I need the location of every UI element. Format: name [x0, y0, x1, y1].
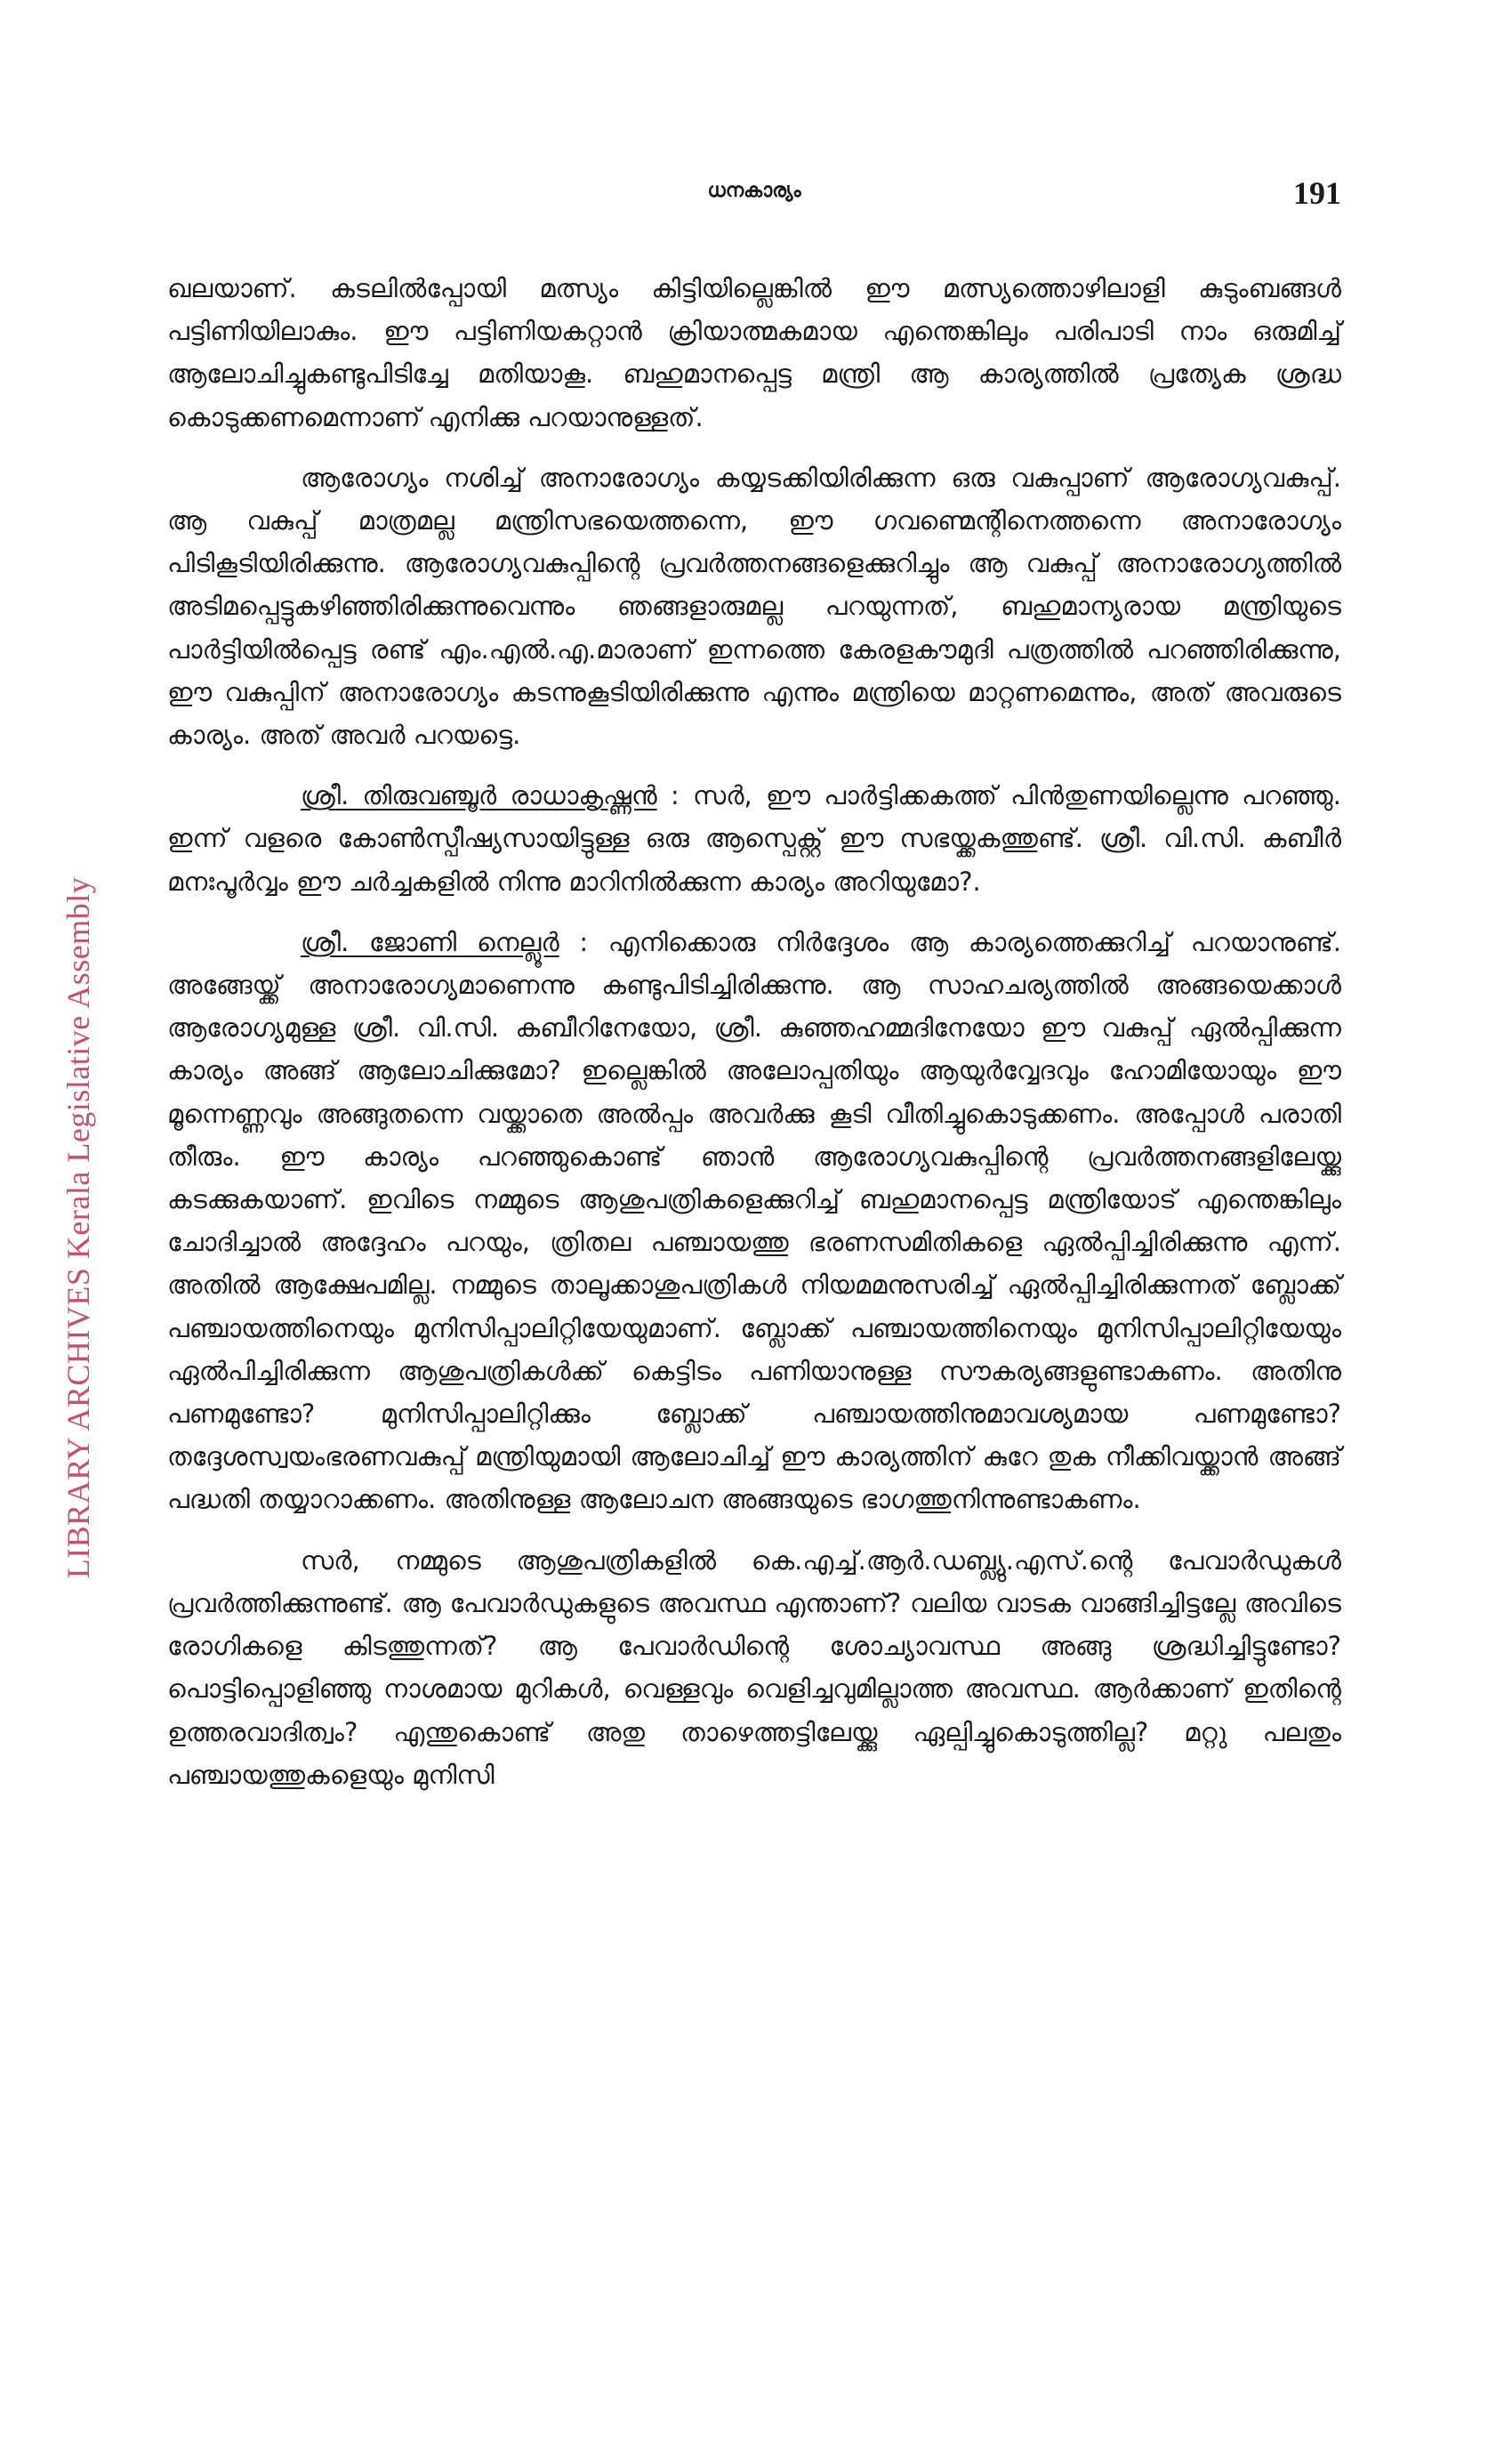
speaker-name: ശ്രീ. ജോണി നെല്ലൂർ — [301, 926, 559, 957]
paragraph-3 — [167, 774, 1341, 903]
paragraph-1 — [167, 267, 1341, 439]
paragraph-text: ഖലയാണ്. കടലിൽപ്പോയി മത്സ്യം കിട്ടിയില്ലെങ്കിൽ ഈ മത്സ്യത്തൊഴിലാളി കുടുംബങ്ങൾ പട്ടിണിയിലാകും. ഈ പട്ടിണിയകറ്റാൻ ക്രിയാത്മകമായ എന്തെങ്കിലും പരിപാടി നാം ഒരുമിച്ച് ആലോചിച്ചുകണ്ടുപിടിച്ചേ മതിയാകൂ. ബഹുമാനപ്പെട്ട മന്ത്രി ആ കാര്യത്തിൽ പ്രത്യേക ശ്രദ്ധ കൊടുക്കണമെന്നാണ് എനിക്കു പറയാനുള്ളത്. — [167, 273, 1341, 432]
archive-watermark: LIBRARY ARCHIVES Kerala Legislative Assembly — [60, 876, 96, 1579]
page-body — [167, 267, 1341, 1814]
page-number: 191 — [1293, 175, 1341, 211]
paragraph-4 — [167, 921, 1341, 1521]
paragraph-5 — [167, 1539, 1341, 1796]
paragraph-text: : എനിക്കൊരു നിർദ്ദേശം ആ കാര്യത്തെക്കുറിച്ച് പറയാനുണ്ട്. അങ്ങേയ്ക്ക് അനാരോഗ്യമാണെന്നു കണ്ടുപിടിച്ചിരിക്കുന്നു. ആ സാഹചര്യത്തിൽ അങ്ങയെക്കാൾ ആരോഗ്യമുള്ള ശ്രീ. വി.സി. കബീറിനേയോ, ശ്രീ. കുഞ്ഞഹമ്മദിനേയോ ഈ വകുപ്പ് ഏൽപ്പിക്കുന്ന കാര്യം അങ്ങ് ആലോചിക്കുമോ? ഇല്ലെങ്കിൽ അലോപ്പതിയും ആയുർവ്വേദവും ഹോമിയോയും ഈ മൂന്നെണ്ണവും അങ്ങുതന്നെ വയ്ക്കാതെ അൽപ്പം അവർക്കു കൂടി വീതിച്ചുകൊടുക്കണം. അപ്പോൾ പരാതി തീരും. ഈ കാര്യം പറഞ്ഞുകൊണ്ട് ഞാൻ ആരോഗ്യവകുപ്പിന്റെ പ്രവർത്തനങ്ങളിലേയ്ക്കു കടക്കുകയാണ്. ഇവിടെ നമ്മുടെ ആശുപത്രികളെക്കുറിച്ച് ബഹുമാനപ്പെട്ട മന്ത്രിയോട് എന്തെങ്കിലും ചോദിച്ചാൽ അദ്ദേഹം പറയും, ത്രിതല പഞ്ചായത്തു ഭരണസമിതികളെ ഏൽപ്പിച്ചിരിക്കുന്നു എന്ന്. അതിൽ ആക്ഷേപമില്ല. നമ്മുടെ താലൂക്കാശുപത്രികൾ നിയമമനുസരിച്ച് ഏൽപ്പിച്ചിരിക്കുന്നത് ബ്ലോക്ക് പഞ്ചായത്തിനെയും മുനിസിപ്പാലിറ്റിയേയുമാണ്. ബ്ലോക്ക് പഞ്ചായത്തിനെയും മുനിസിപ്പാലിറ്റിയേയും ഏൽപിച്ചിരിക്കുന്ന ആശുപത്രികൾക്ക് കെട്ടിടം പണിയാനുള്ള സൗകര്യങ്ങളുണ്ടാകണം. അതിനു പണമുണ്ടോ? മുനിസിപ്പാലിറ്റിക്കും ബ്ലോക്ക് പഞ്ചായത്തിനുമാവശ്യമായ പണമുണ്ടോ? തദ്ദേശസ്വയംഭരണവകുപ്പ് മന്ത്രിയുമായി ആലോചിച്ച് ഈ കാര്യത്തിന് കുറേ തുക നീക്കിവയ്ക്കാൻ അങ്ങ് പദ്ധതി തയ്യാറാക്കണം. അതിനുള്ള ആലോചന അങ്ങയുടെ ഭാഗത്തുനിന്നുണ്ടാകണം. — [167, 926, 1341, 1515]
speaker-name: ശ്രീ. തിരുവഞ്ചൂർ രാധാകൃഷ്ണൻ — [301, 780, 657, 811]
running-head: ധനകാര്യം — [707, 180, 801, 202]
paragraph-text: : സർ, ഈ പാർട്ടിക്കകത്ത് പിൻതുണയില്ലെന്നു പറഞ്ഞു. ഇന്ന് വളരെ കോൺസ്പീഷ്യസായിട്ടുള്ള ഒരു ആസ്പെക്റ്റ് ഈ സഭയ്ക്കകത്തുണ്ട്. ശ്രീ. വി.സി. കബീർ മനഃപൂർവ്വം ഈ ചർച്ചകളിൽ നിന്നു മാറിനിൽക്കുന്ന കാര്യം അറിയുമോ?. — [167, 780, 1341, 897]
paragraph-text: ആരോഗ്യം നശിച്ച് അനാരോഗ്യം കയ്യടക്കിയിരിക്കുന്ന ഒരു വകുപ്പാണ് ആരോഗ്യവകുപ്പ്. ആ വകുപ്പ് മാത്രമല്ല മന്ത്രിസഭയെത്തന്നെ, ഈ ഗവണ്മെന്റിനെത്തന്നെ അനാരോഗ്യം പിടികൂടിയിരിക്കുന്നു. ആരോഗ്യവകുപ്പിന്റെ പ്രവർത്തനങ്ങളെക്കുറിച്ചും ആ വകുപ്പ് അനാരോഗ്യത്തിൽ അടിമപ്പെട്ടുകഴിഞ്ഞിരിക്കുന്നുവെന്നും ഞങ്ങളാരുമല്ല പറയുന്നത്, ബഹുമാന്യരായ മന്ത്രിയുടെ പാർട്ടിയിൽപ്പെട്ട രണ്ട് എം.എൽ.എ.മാരാണ് ഇന്നത്തെ കേരളകൗമുദി പത്രത്തിൽ പറഞ്ഞിരിക്കുന്നു, ഈ വകുപ്പിന് അനാരോഗ്യം കടന്നുകൂടിയിരിക്കുന്നു എന്നും മന്ത്രിയെ മാറ്റണമെന്നും, അത് അവരുടെ കാര്യം. അത് അവർ പറയട്ടെ. — [167, 462, 1341, 751]
paragraph-text: സർ, നമ്മുടെ ആശുപത്രികളിൽ കെ.എച്ച്.ആർ.ഡബ്ല്യു.എസ്.ന്റെ പേവാർഡുകൾ പ്രവർത്തിക്കുന്നുണ്ട്. ആ പേവാർഡുകളുടെ അവസ്ഥ എന്താണ്? വലിയ വാടക വാങ്ങിച്ചിട്ടല്ലേ അവിടെ രോഗികളെ കിടത്തുന്നത്? ആ പേവാർഡിന്റെ ശോച്യാവസ്ഥ അങ്ങു ശ്രദ്ധിച്ചിട്ടുണ്ടോ? പൊട്ടിപ്പൊളിഞ്ഞു നാശമായ മുറികൾ, വെള്ളവും വെളിച്ചവുമില്ലാത്ത അവസ്ഥ. ആർക്കാണ് ഇതിന്റെ ഉത്തരവാദിത്വം? എന്തുകൊണ്ട് അതു താഴെത്തട്ടിലേയ്ക്കു ഏല്പിച്ചുകൊടുത്തില്ല? മറ്റു പലതും പഞ്ചായത്തുകളെയും മുനിസി — [167, 1544, 1341, 1790]
paragraph-2 — [167, 456, 1341, 756]
page-header — [167, 174, 1341, 219]
